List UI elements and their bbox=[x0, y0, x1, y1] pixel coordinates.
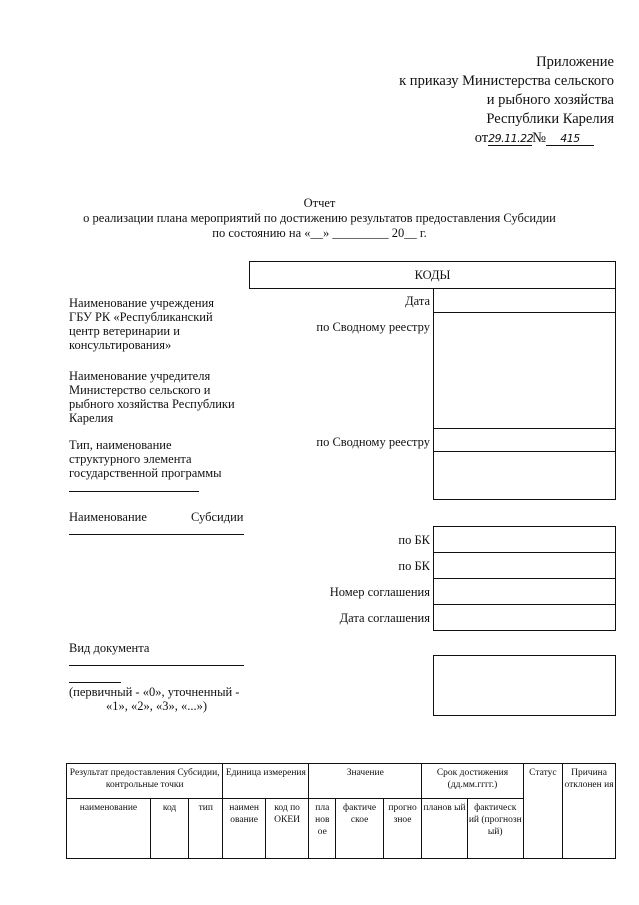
institution-value: центр ветеринарии и bbox=[69, 324, 180, 338]
doc-type-hint: «1», «2», «3», «...») bbox=[106, 699, 208, 713]
col-okei: код по ОКЕИ bbox=[265, 799, 309, 859]
subsidy-underline bbox=[69, 534, 244, 535]
header-deadline: Срок достижения (дд.мм.гггг.) bbox=[422, 764, 523, 799]
header-reason: Причина отклонен ия bbox=[563, 764, 616, 859]
registry2-code-box bbox=[433, 428, 616, 452]
header-result: Результат предоставления Субсидии, контрольные точки bbox=[67, 764, 223, 799]
bk1-code-box bbox=[433, 526, 616, 553]
republic-line: Республики Карелия bbox=[486, 111, 614, 127]
institution-block bbox=[69, 296, 214, 352]
founder-value: рыбного хозяйства Республики bbox=[69, 397, 235, 411]
appendix-line: Приложение bbox=[536, 54, 614, 70]
date-label: Дата bbox=[405, 294, 430, 308]
doc-type-hint: (первичный - «0», уточненный - bbox=[69, 685, 240, 699]
institution-value: консультирования» bbox=[69, 338, 172, 352]
agreement-date-label: Дата соглашения bbox=[339, 611, 430, 625]
doc-type-underline bbox=[69, 665, 244, 666]
founder-label: Наименование учредителя bbox=[69, 369, 211, 383]
agreement-number-box bbox=[433, 578, 616, 605]
as-of-line: по состоянию на «__» _________ 20__ г. bbox=[212, 226, 427, 240]
founder-value: Карелия bbox=[69, 411, 114, 425]
institution-value: ГБУ РК «Республиканский bbox=[69, 310, 213, 324]
order-line: к приказу Министерства сельского bbox=[399, 73, 614, 89]
col-unit-name: наимен ование bbox=[223, 799, 265, 859]
results-table bbox=[66, 763, 616, 859]
date-code-box bbox=[433, 288, 616, 313]
ministry-line: и рыбного хозяйства bbox=[486, 92, 614, 108]
agreement-number-label: Номер соглашения bbox=[329, 585, 430, 599]
order-date: 29.11.22 bbox=[488, 132, 534, 145]
report-title bbox=[0, 196, 639, 241]
table-header-row bbox=[67, 764, 616, 799]
founder-block bbox=[69, 369, 235, 425]
col-code: код bbox=[150, 799, 188, 859]
doc-type-label: Вид документа bbox=[69, 641, 150, 655]
col-planned-date: планов ый bbox=[422, 799, 468, 859]
header-value: Значение bbox=[309, 764, 422, 799]
col-forecast: прогно зное bbox=[383, 799, 421, 859]
doc-type-underline-short bbox=[69, 682, 121, 683]
order-appendix-header bbox=[399, 53, 614, 148]
agreement-date-box bbox=[433, 604, 616, 631]
program-type-block bbox=[69, 438, 222, 480]
program-type-label: Тип, наименование bbox=[69, 438, 172, 452]
number-label: № bbox=[532, 130, 546, 146]
registry-label-2: по Сводному реестру bbox=[316, 435, 430, 449]
order-number-line bbox=[399, 129, 594, 148]
institution-label: Наименование учреждения bbox=[69, 296, 215, 310]
col-fact: фактиче ское bbox=[336, 799, 384, 859]
bk-label-1: по БК bbox=[398, 533, 430, 547]
title-subline: о реализации плана мероприятий по достижению результатов предоставления Субсидии bbox=[83, 211, 556, 225]
program-code-box bbox=[433, 451, 616, 500]
col-name: наименование bbox=[67, 799, 151, 859]
col-plan: пла нов ое bbox=[309, 799, 336, 859]
registry-label: по Сводному реестру bbox=[316, 320, 430, 334]
bk-label-2: по БК bbox=[398, 559, 430, 573]
from-label: от bbox=[474, 130, 489, 146]
title-line: Отчет bbox=[303, 196, 336, 210]
founder-value: Министерство сельского и bbox=[69, 383, 211, 397]
header-status: Статус bbox=[523, 764, 562, 859]
codes-header: КОДЫ bbox=[249, 261, 616, 289]
doc-type-code-box bbox=[433, 655, 616, 716]
subsidy-name-label: Наименование bbox=[69, 510, 147, 524]
bk2-code-box bbox=[433, 552, 616, 579]
registry-code-box bbox=[433, 312, 616, 429]
program-type-underline bbox=[69, 491, 199, 492]
col-type: тип bbox=[189, 799, 223, 859]
program-type-label: государственной программы bbox=[69, 466, 222, 480]
col-actual-date: фактическ ий (прогнозн ый) bbox=[467, 799, 523, 859]
header-unit: Единица измерения bbox=[223, 764, 309, 799]
program-type-label: структурного элемента bbox=[69, 452, 192, 466]
order-number: 415 bbox=[546, 132, 594, 146]
subsidy-label: Субсидии bbox=[191, 510, 244, 524]
